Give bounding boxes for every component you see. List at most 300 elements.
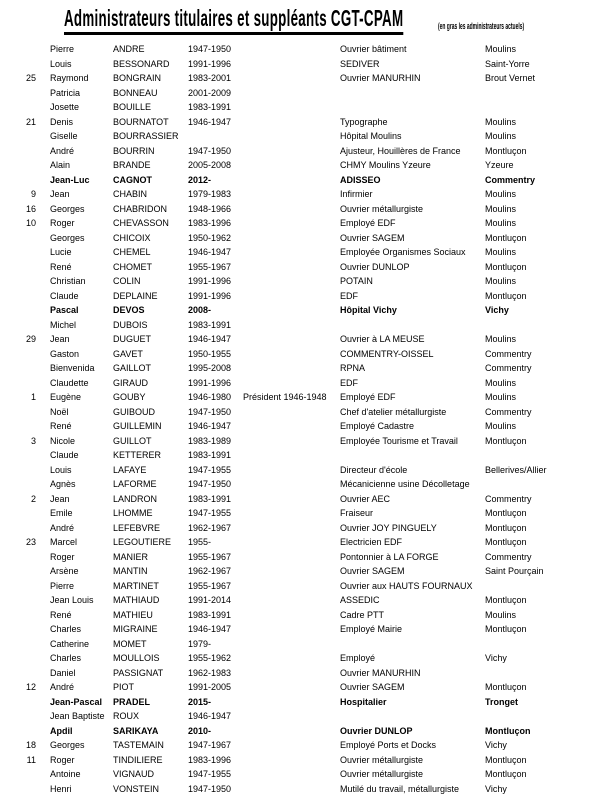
cell-first: Bienvenida (50, 363, 95, 374)
cell-occupation: Mécanicienne usine Décolletage (340, 479, 470, 490)
cell-city: Bellerives/Allier (485, 464, 547, 475)
cell-num: 21 (25, 116, 36, 127)
cell-occupation: Cadre PTT (340, 609, 385, 620)
cell-first: Jean (50, 493, 70, 504)
cell-years: 1983-1991 (188, 609, 232, 620)
cell-years: 1947-1950 (188, 406, 232, 417)
cell-city: Montluçon (485, 595, 527, 606)
table-row (0, 550, 600, 565)
cell-first: Jean Baptiste (50, 711, 105, 722)
cell-last: BOUILLE (113, 102, 152, 113)
cell-occupation: Ouvrier bâtiment (340, 44, 407, 55)
cell-first: Alain (50, 160, 71, 171)
cell-occupation: COMMENTRY-OISSEL (340, 348, 434, 359)
cell-first: Apdil (50, 725, 73, 736)
cell-first: Giselle (50, 131, 78, 142)
cell-city: Moulins (485, 218, 517, 229)
table-row (0, 564, 600, 579)
cell-occupation: ADISSEO (340, 174, 381, 185)
cell-first: Pierre (50, 44, 75, 55)
table-row (0, 158, 600, 173)
cell-occupation: ASSEDIC (340, 595, 380, 606)
cell-num: 29 (25, 334, 36, 345)
cell-years: 1955-1967 (188, 551, 232, 562)
cell-occupation: Infirmier (340, 189, 373, 200)
cell-years: 1946-1947 (188, 116, 232, 127)
cell-city: Moulins (485, 116, 517, 127)
table-row (0, 448, 600, 463)
cell-occupation: Ouvrier métallurgiste (340, 769, 424, 780)
cell-last: GUILLOT (113, 435, 152, 446)
cell-occupation: Ajusteur, Houillères de France (340, 145, 461, 156)
table-row (0, 477, 600, 492)
cell-last: LANDRON (113, 493, 158, 504)
cell-last: LAFAYE (113, 464, 147, 475)
cell-first: Denis (50, 116, 74, 127)
cell-last: BONGRAIN (113, 73, 162, 84)
table-row (0, 521, 600, 536)
cell-first: Jean-Luc (50, 174, 90, 185)
cell-first: Pierre (50, 580, 75, 591)
cell-last: MATHIEU (113, 609, 153, 620)
cell-first: Georges (50, 232, 85, 243)
cell-first: Roger (50, 218, 75, 229)
cell-first: Noël (50, 406, 69, 417)
cell-years: 1983-1991 (188, 450, 232, 461)
cell-num: 12 (25, 682, 36, 693)
cell-last: DEVOS (113, 305, 145, 316)
cell-occupation: Ouvrier MANURHIN (340, 73, 421, 84)
cell-num: 11 (26, 754, 36, 765)
cell-city: Vichy (485, 653, 507, 664)
cell-city: Montluçon (485, 232, 527, 243)
cell-years: 1995-2008 (188, 363, 232, 374)
cell-years: 1979- (188, 638, 212, 649)
table-row (0, 579, 600, 594)
cell-years: 1946-1947 (188, 624, 232, 635)
cell-city: Moulins (485, 276, 517, 287)
table-row (0, 637, 600, 652)
cell-last: SARIKAYA (113, 725, 159, 736)
cell-years: 1947-1950 (188, 44, 232, 55)
cell-last: COLIN (113, 276, 141, 287)
cell-years: 1983-1991 (188, 102, 232, 113)
cell-first: Josette (50, 102, 80, 113)
cell-city: Montluçon (485, 261, 527, 272)
cell-occupation: Ouvrier SAGEM (340, 232, 405, 243)
cell-last: BONNEAU (113, 87, 158, 98)
cell-last: LEFEBVRE (113, 522, 161, 533)
cell-occupation: EDF (340, 290, 358, 301)
cell-first: Nicole (50, 435, 76, 446)
cell-last: DUGUET (113, 334, 151, 345)
cell-occupation: Hôpital Moulins (340, 131, 402, 142)
cell-last: CHEVASSON (113, 218, 169, 229)
cell-city: Commentry (485, 363, 532, 374)
cell-first: Michel (50, 319, 77, 330)
cell-years: 1991-1996 (188, 290, 232, 301)
cell-years: 1946-1947 (188, 711, 232, 722)
cell-occupation: Employé Ports et Docks (340, 740, 437, 751)
cell-occupation: Employé EDF (340, 218, 396, 229)
cell-last: GUIBOUD (113, 406, 156, 417)
cell-years: 1946-1947 (188, 247, 232, 258)
cell-occupation: Electricien EDF (340, 537, 403, 548)
cell-years: 1955- (188, 537, 212, 548)
cell-last: CHABRIDON (113, 203, 168, 214)
cell-city: Montluçon (485, 624, 527, 635)
cell-last: MOMET (113, 638, 147, 649)
table-row (0, 419, 600, 434)
cell-first: Agnès (50, 479, 76, 490)
cell-last: ANDRE (113, 44, 145, 55)
cell-first: Eugène (50, 392, 82, 403)
cell-occupation: Employé (340, 653, 376, 664)
cell-years: 1962-1967 (188, 566, 232, 577)
cell-last: CHICOIX (113, 232, 151, 243)
cell-city: Montluçon (485, 290, 527, 301)
cell-last: MANTIN (113, 566, 148, 577)
cell-years: 1983-1989 (188, 435, 232, 446)
cell-first: Daniel (50, 667, 76, 678)
table-row (0, 216, 600, 231)
table-row (0, 332, 600, 347)
cell-num: 25 (25, 73, 36, 84)
table-row (0, 303, 600, 318)
cell-first: Charles (50, 624, 82, 635)
cell-occupation: EDF (340, 377, 358, 388)
cell-years: 2008- (188, 305, 212, 316)
cell-first: Henri (50, 783, 72, 794)
cell-last: BOURNATOT (113, 116, 169, 127)
cell-occupation: Ouvrier MANURHIN (340, 667, 421, 678)
cell-city: Moulins (485, 392, 517, 403)
table-row (0, 405, 600, 420)
cell-city: Vichy (485, 305, 509, 316)
cell-city: Moulins (485, 203, 517, 214)
cell-city: Montluçon (485, 769, 527, 780)
cell-occupation: Ouvrier DUNLOP (340, 261, 410, 272)
table-row (0, 231, 600, 246)
cell-occupation: SEDIVER (340, 58, 380, 69)
cell-city: Moulins (485, 189, 517, 200)
table-row (0, 666, 600, 681)
cell-years: 2005-2008 (188, 160, 232, 171)
cell-first: Emile (50, 508, 73, 519)
cell-city: Moulins (485, 247, 517, 258)
cell-last: TASTEMAIN (113, 740, 164, 751)
cell-years: 1946-1947 (188, 421, 232, 432)
table-row (0, 535, 600, 550)
cell-city: Moulins (485, 131, 517, 142)
cell-first: Arsène (50, 566, 79, 577)
page-subtitle: (en gras les administrateurs actuels) (438, 21, 525, 31)
cell-years: 1947-1950 (188, 145, 232, 156)
cell-city: Moulins (485, 377, 517, 388)
cell-years: 1983-1996 (188, 218, 232, 229)
cell-first: André (50, 682, 75, 693)
table-row (0, 506, 600, 521)
cell-first: Louis (50, 58, 72, 69)
cell-last: BRANDE (113, 160, 151, 171)
cell-last: DEPLAINE (113, 290, 158, 301)
cell-first: Marcel (50, 537, 78, 548)
cell-num: 2 (30, 493, 36, 504)
cell-occupation: POTAIN (340, 276, 373, 287)
cell-city: Montluçon (485, 682, 527, 693)
cell-first: Claude (50, 450, 79, 461)
cell-last: PASSIGNAT (113, 667, 164, 678)
cell-years: 1962-1967 (188, 522, 232, 533)
cell-last: GAILLOT (113, 363, 152, 374)
table-row (0, 753, 600, 768)
table-row (0, 347, 600, 362)
cell-city: Yzeure (485, 160, 514, 171)
cell-years: 1947-1955 (188, 508, 232, 519)
cell-first: Lucie (50, 247, 72, 258)
cell-first: Claudette (50, 377, 89, 388)
cell-last: BOURRIN (113, 145, 155, 156)
cell-first: Christian (50, 276, 86, 287)
table-row (0, 738, 600, 753)
table-row (0, 709, 600, 724)
cell-first: Louis (50, 464, 72, 475)
table-row (0, 274, 600, 289)
cell-last: LHOMME (113, 508, 153, 519)
cell-first: René (50, 421, 72, 432)
cell-years: 1983-1991 (188, 493, 232, 504)
table-row (0, 361, 600, 376)
cell-first: Roger (50, 754, 75, 765)
cell-occupation: CHMY Moulins Yzeure (340, 160, 431, 171)
cell-first: Jean (50, 189, 70, 200)
cell-years: 1983-1991 (188, 319, 232, 330)
cell-occupation: Employée Organismes Sociaux (340, 247, 466, 258)
cell-years: 1991-2005 (188, 682, 232, 693)
cell-years: 1983-2001 (188, 73, 232, 84)
cell-city: Saint Pourçain (485, 566, 544, 577)
cell-years: 2012- (188, 174, 212, 185)
cell-first: Pascal (50, 305, 79, 316)
cell-num: 18 (25, 740, 36, 751)
cell-occupation: Employée Tourisme et Travail (340, 435, 458, 446)
page-title: Administrateurs titulaires et suppléants CGT-CPAM (64, 7, 403, 35)
cell-first: Gaston (50, 348, 80, 359)
cell-occupation: Employé EDF (340, 392, 396, 403)
cell-first: André (50, 145, 75, 156)
cell-city: Commentry (485, 174, 536, 185)
table-row (0, 289, 600, 304)
table-row (0, 187, 600, 202)
cell-city: Brout Vernet (485, 73, 536, 84)
cell-years: 1950-1955 (188, 348, 232, 359)
table-row (0, 42, 600, 57)
table-row (0, 492, 600, 507)
cell-last: CHABIN (113, 189, 148, 200)
cell-last: PRADEL (113, 696, 151, 707)
cell-city: Montluçon (485, 522, 527, 533)
cell-city: Commentry (485, 348, 532, 359)
cell-last: MANIER (113, 551, 149, 562)
cell-first: Raymond (50, 73, 89, 84)
table-row (0, 173, 600, 188)
cell-city: Moulins (485, 334, 517, 345)
cell-last: DUBOIS (113, 319, 148, 330)
cell-city: Montluçon (485, 435, 527, 446)
cell-years: 1947-1955 (188, 769, 232, 780)
cell-last: GIRAUD (113, 377, 149, 388)
cell-last: GOUBY (113, 392, 146, 403)
cell-city: Montluçon (485, 145, 527, 156)
cell-years: 1991-1996 (188, 276, 232, 287)
cell-occupation: Ouvrier AEC (340, 493, 391, 504)
cell-years: 1991-1996 (188, 58, 232, 69)
cell-last: LAFORME (113, 479, 157, 490)
cell-years: 1947-1950 (188, 783, 232, 794)
cell-city: Vichy (485, 783, 507, 794)
cell-first: Georges (50, 203, 85, 214)
admin-table (0, 42, 600, 796)
cell-occupation: Employé Mairie (340, 624, 403, 635)
cell-city: Commentry (485, 406, 532, 417)
table-row (0, 86, 600, 101)
cell-years: 1948-1966 (188, 203, 232, 214)
cell-occupation: Hospitalier (340, 696, 387, 707)
cell-city: Montluçon (485, 537, 527, 548)
cell-num: 16 (25, 203, 36, 214)
cell-occupation: Directeur d'école (340, 464, 408, 475)
cell-first: Antoine (50, 769, 81, 780)
cell-occupation: Ouvrier JOY PINGUELY (340, 522, 437, 533)
cell-occupation: Typographe (340, 116, 388, 127)
cell-years: 2010- (188, 725, 212, 736)
table-row (0, 593, 600, 608)
cell-occupation: Ouvrier SAGEM (340, 682, 405, 693)
cell-last: PIOT (113, 682, 135, 693)
table-row (0, 260, 600, 275)
cell-num: 3 (30, 435, 36, 446)
cell-years: 1962-1983 (188, 667, 232, 678)
cell-city: Vichy (485, 740, 507, 751)
table-row (0, 767, 600, 782)
cell-occupation: Chef d'atelier métallurgiste (340, 406, 447, 417)
table-row (0, 782, 600, 797)
cell-occupation: Ouvrier aux HAUTS FOURNAUX (340, 580, 473, 591)
cell-last: MARTINET (113, 580, 159, 591)
cell-last: GAVET (113, 348, 143, 359)
table-row (0, 245, 600, 260)
cell-num: 10 (25, 218, 36, 229)
cell-last: MOULLOIS (113, 653, 160, 664)
table-row (0, 318, 600, 333)
cell-city: Moulins (485, 44, 517, 55)
cell-occupation: Ouvrier DUNLOP (340, 725, 413, 736)
cell-occupation: Employé Cadastre (340, 421, 415, 432)
cell-occupation: Mutilé du travail, métallurgiste (340, 783, 460, 794)
cell-city: Commentry (485, 551, 532, 562)
table-row (0, 463, 600, 478)
table-row (0, 144, 600, 159)
cell-last: CHOMET (113, 261, 152, 272)
cell-years: 1955-1962 (188, 653, 232, 664)
cell-city: Saint-Yorre (485, 58, 530, 69)
table-row (0, 651, 600, 666)
cell-years: 1955-1967 (188, 261, 232, 272)
cell-years: 1991-1996 (188, 377, 232, 388)
cell-city: Montluçon (485, 725, 531, 736)
cell-last: BESSONARD (113, 58, 170, 69)
cell-occupation: Hôpital Vichy (340, 305, 397, 316)
cell-years: 2015- (188, 696, 212, 707)
cell-city: Tronget (485, 696, 518, 707)
cell-last: TINDILIERE (113, 754, 163, 765)
table-row (0, 71, 600, 86)
cell-last: BOURRASSIER (113, 131, 179, 142)
cell-first: Jean-Pascal (50, 696, 103, 707)
cell-years: 1947-1967 (188, 740, 232, 751)
cell-years: 1991-2014 (188, 595, 232, 606)
cell-years: 1947-1950 (188, 479, 232, 490)
cell-occupation: Ouvrier métallurgiste (340, 203, 424, 214)
table-row (0, 695, 600, 710)
cell-last: MATHIAUD (113, 595, 160, 606)
cell-city: Montluçon (485, 754, 527, 765)
cell-occupation: Fraiseur (340, 508, 374, 519)
table-row (0, 434, 600, 449)
table-row (0, 115, 600, 130)
cell-first: André (50, 522, 75, 533)
table-row (0, 680, 600, 695)
page-header (0, 0, 600, 40)
table-row (0, 100, 600, 115)
cell-years: 1946-1980 (188, 392, 232, 403)
cell-years: 1947-1955 (188, 464, 232, 475)
table-row (0, 724, 600, 739)
cell-city: Moulins (485, 421, 517, 432)
cell-occupation: Pontonnier à LA FORGE (340, 551, 439, 562)
cell-first: Patricia (50, 87, 81, 98)
cell-last: ROUX (113, 711, 140, 722)
table-row (0, 129, 600, 144)
cell-num: 9 (30, 189, 36, 200)
cell-first: Roger (50, 551, 75, 562)
cell-first: Georges (50, 740, 85, 751)
cell-first: Jean Louis (50, 595, 94, 606)
cell-num: 1 (30, 392, 36, 403)
cell-city: Montluçon (485, 508, 527, 519)
cell-years: 1950-1962 (188, 232, 232, 243)
table-row (0, 57, 600, 72)
cell-occupation: RPNA (340, 363, 366, 374)
cell-years: 1979-1983 (188, 189, 232, 200)
cell-first: Claude (50, 290, 79, 301)
cell-note: Président 1946-1948 (243, 392, 327, 403)
cell-city: Commentry (485, 493, 532, 504)
table-row (0, 608, 600, 623)
cell-last: LEGOUTIERE (113, 537, 172, 548)
cell-last: VONSTEIN (113, 783, 160, 794)
cell-first: Jean (50, 334, 70, 345)
cell-occupation: Ouvrier métallurgiste (340, 754, 424, 765)
cell-years: 1946-1947 (188, 334, 232, 345)
cell-last: VIGNAUD (113, 769, 155, 780)
cell-last: MIGRAINE (113, 624, 158, 635)
cell-last: CHEMEL (113, 247, 151, 258)
cell-last: GUILLEMIN (113, 421, 162, 432)
cell-years: 2001-2009 (188, 87, 232, 98)
cell-first: Catherine (50, 638, 90, 649)
cell-occupation: Ouvrier SAGEM (340, 566, 405, 577)
